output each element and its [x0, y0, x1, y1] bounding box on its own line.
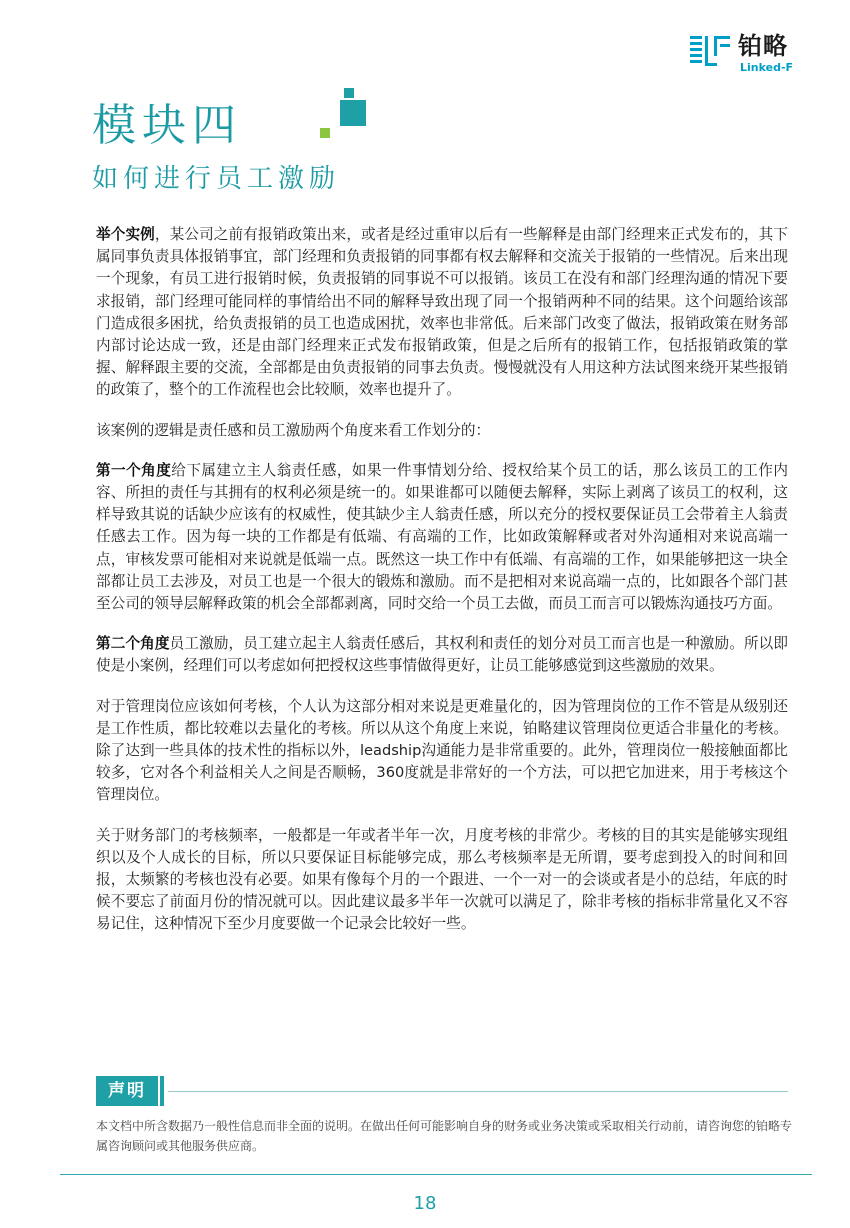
brand-name-cn: 铂略: [738, 32, 788, 60]
article-body: [96, 224, 788, 954]
declaration-divider: [168, 1091, 788, 1092]
decorative-squares: [316, 88, 366, 138]
second-angle-text: 员工激励，员工建立起主人翁责任感后，其权利和责任的划分对员工而言也是一种激励。所以即使是小案例，经理们可以考虑如何把授权这些事情做得更好，让员工能够感觉到这些激励的效果。: [96, 635, 788, 675]
management-assessment-text: 对于管理岗位应该如何考核，个人认为这部分相对来说是更难量化的，因为管理岗位的工作不管是从级别还是工作性质，都比较难以去量化的考核。所以从这个角度上来说，铂略建议管理岗位更适合非量化的考核。除了达到一些具体的技术性的指标以外，leadship沟通能力是非常重要的。此外，管理岗位一般接触面都比较多，它对各个利益相关人之间是否顺畅，360度就是非常好的一个方法，可以把它加进来，用于考核这个管理岗位。: [96, 697, 788, 804]
paragraph-first-angle: [96, 460, 788, 615]
declaration-text: 本文档中所含数据乃一般性信息而非全面的说明。在做出任何可能影响自身的财务或业务决策或采取相关行动前，请咨询您的铂略专属咨询顾问或其他服务供应商。: [96, 1119, 793, 1153]
paragraph-second-angle: [96, 633, 788, 677]
paragraph-management-assessment: [96, 696, 788, 807]
first-angle-label: 第一个角度: [96, 461, 172, 479]
example-label: 举个实例: [96, 226, 155, 243]
first-angle-text: 给下属建立主人翁责任感，如果一件事情划分给、授权给某个员工的话，那么该员工的工作内容、所担的责任与其拥有的权利必须是统一的。如果谁都可以随便去解释，实际上剥离了该员工的权利，这样导致其说的话缺少应该有的权威性，使其缺少主人翁责任感，所以充分的授权要保证员工会带着主人翁责任感去工作。因为每一块的工作都是有低端、有高端的工作，比如政策解释或者对外沟通相对来说高端一点，审核发票可能相对来说就是低端一点。既然这一块工作中有低端、有高端的工作，如果能够把这一块全部都让员工去涉及，对员工也是一个很大的锻炼和激励。而不是把相对来说高端一点的，比如跟各个部门甚至公司的领导层解释政策的机会全部都剥离，同时交给一个员工去做，而员工而言可以锻炼沟通技巧方面。: [96, 461, 788, 613]
paragraph-example: [96, 224, 788, 402]
paragraph-logic: [96, 420, 788, 442]
example-text: ，某公司之前有报销政策出来，或者是经过重审以后有一些解释是由部门经理来正式发布的，其下属同事负责具体报销事宜，部门经理和负责报销的同事都有权去解释和交流关于报销的一些情况。后来出现一个现象，有员工进行报销时候，负责报销的同事说不可以报销。该员工在没有和部门经理沟通的情况下要求报销，部门经理可能同样的事情给出不同的解释导致出现了同一个报销两种不同的结果。这个问题给该部门造成很多困扰，给负责报销的员工也造成困扰，效率也非常低。后来部门改变了做法，报销政策在财务部内部讨论达成一致，还是由部门经理来正式发布报销政策，但是之后所有的报销工作，包括报销政策的掌握、解释跟主要的交流，全部都是由负责报销的同事去负责。慢慢就没有人用这种方法试图来绕开某些报销的政策了，整个的工作流程也会比较顺，效率也提升了。: [96, 226, 788, 399]
module-subtitle: 如何进行员工激励: [92, 164, 341, 194]
module-title: 模块四: [92, 100, 242, 151]
second-angle-label: 第二个角度: [96, 635, 170, 653]
page-number: 18: [413, 1193, 437, 1214]
paragraph-assessment-frequency: [96, 825, 788, 936]
footer-divider: [60, 1174, 812, 1175]
linked-f-logo-icon: [690, 32, 732, 70]
logic-text: 该案例的逻辑是责任感和员工激励两个角度来看工作划分的：: [96, 421, 491, 439]
brand-logo: [690, 32, 820, 76]
assessment-frequency-text: 关于财务部门的考核频率，一般都是一年或者半年一次，月度考核的非常少。考核的目的其实是能够实现组织以及个人成长的目标，所以只要保证目标能够完成，那么考核频率是无所谓，要考虑到投入的时间和回报，太频繁的考核也没有必要。如果有像每个月的一个跟进、一个一对一的会谈或者是小的总结，年底的时候不要忘了前面月份的情况就可以。因此建议最多半年一次就可以满足了，除非考核的指标非常量化又不容易记住，这种情况下至少月度要做一个记录会比较好一些。: [96, 826, 788, 933]
declaration-title: 声明: [96, 1076, 158, 1106]
brand-name-en: Linked-F: [740, 61, 794, 74]
